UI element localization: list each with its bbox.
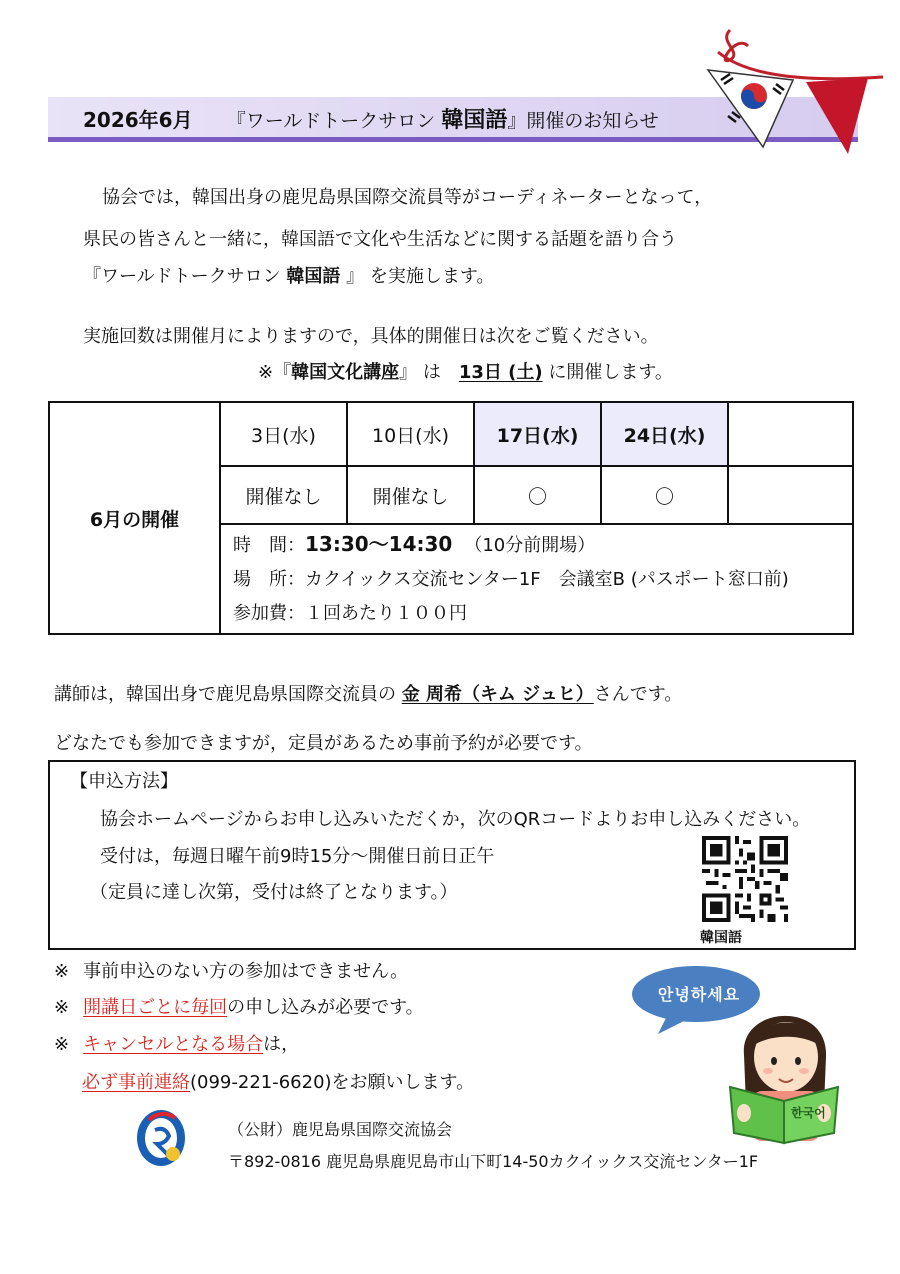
- culture-date: 13日 (土): [458, 362, 543, 383]
- apply-line-1: 協会ホームページからお申し込みいただくか，次のQRコードよりお申し込みください。: [100, 809, 811, 830]
- event-info: [220, 524, 853, 634]
- culture-mid: 』 は: [399, 362, 459, 383]
- korean-flag-bunting-icon: [688, 22, 888, 162]
- instructor-line: [54, 680, 682, 706]
- reservation-note: どなたでも参加できますが，定員があるため事前予約が必要です。: [54, 733, 593, 754]
- culture-lecture-note: [258, 358, 673, 384]
- speech-bubble-text: 안녕하세요: [657, 985, 741, 1004]
- note-3-post: は，: [263, 1034, 300, 1055]
- qr-code-icon[interactable]: [702, 836, 788, 922]
- apply-line-3: （定員に達し次第，受付は終了となります。）: [90, 882, 458, 903]
- book-label: 한국어: [791, 1106, 826, 1120]
- note-4-red: 必ず事前連絡: [82, 1072, 190, 1093]
- status-cell: 〇: [474, 466, 601, 524]
- note-1: [54, 957, 408, 983]
- status-cell: 開催なし: [220, 466, 347, 524]
- fee-row: [233, 597, 840, 631]
- culture-bold: 韓国文化講座: [291, 362, 400, 383]
- footer-org: （公財）鹿児島県国際交流協会: [228, 1120, 453, 1139]
- intro-line-3: [83, 262, 494, 288]
- qr-caption: 韓国語: [700, 930, 742, 946]
- date-cell: 17日(水): [474, 402, 601, 466]
- title-prefix: 『ワールドトークサロン: [226, 110, 436, 132]
- note-2-post: の申し込みが必要です。: [227, 997, 424, 1018]
- instructor-post: さんです。: [593, 684, 683, 705]
- status-cell: [728, 466, 853, 524]
- status-cell: 〇: [601, 466, 728, 524]
- footer-address: 〒892-0816 鹿児島県鹿児島市山下町14-50カクイックス交流センター1F: [228, 1152, 759, 1171]
- note-mark: ※: [54, 1034, 70, 1055]
- instructor-pre: 講師は，韓国出身で鹿児島県国際交流員の: [54, 684, 402, 705]
- date-cell: [728, 402, 853, 466]
- instructor-name: 金 周希（キム ジュヒ）: [401, 684, 594, 705]
- note-2: [54, 993, 424, 1019]
- note-4-post: (099-221-6620)をお願いします。: [190, 1072, 475, 1093]
- date-cell: 10日(水): [347, 402, 474, 466]
- intro-line-3-pre: 『ワールドトークサロン: [83, 266, 287, 287]
- fee-value: １回あたり１００円: [305, 603, 467, 624]
- intro-line-4: 実施回数は開催月によりますので，具体的開催日は次をご覧ください。: [83, 326, 659, 347]
- place-row: [233, 563, 840, 597]
- note-2-red: 開講日ごとに毎回: [83, 997, 228, 1018]
- title-year-month: 2026年6月: [83, 108, 193, 132]
- note-3: [54, 1030, 299, 1056]
- intro-line-3-bold: 韓国語: [286, 266, 341, 287]
- title-suffix: 』開催のお知らせ: [507, 110, 659, 132]
- association-logo-icon: [135, 1108, 187, 1168]
- apply-heading: 【申込方法】: [70, 771, 178, 792]
- culture-post: に開催します。: [542, 362, 673, 383]
- date-cell: 24日(水): [601, 402, 728, 466]
- time-row: [233, 527, 840, 563]
- status-cell: 開催なし: [347, 466, 474, 524]
- culture-pre: ※『: [258, 362, 292, 383]
- note-mark: ※: [54, 997, 70, 1018]
- month-label: 6月の開催: [49, 402, 220, 634]
- intro-line-3-post: 』 を実施します。: [340, 266, 495, 287]
- schedule-table: [48, 401, 854, 635]
- girl-reading-icon: [724, 995, 854, 1145]
- title-language: 韓国語: [441, 108, 508, 133]
- place-value: カクイックス交流センター1F 会議室B (パスポート窓口前): [305, 569, 789, 590]
- time-note: （10分前開場）: [464, 535, 596, 556]
- intro-line-1: 協会では，韓国出身の鹿児島県国際交流員等がコーディネーターとなって，: [102, 187, 713, 208]
- apply-line-2: 受付は，毎週日曜午前9時15分～開催日前日正午: [100, 846, 495, 867]
- time-value: 13:30～14:30: [305, 532, 453, 556]
- page-title: [83, 103, 659, 134]
- note-1-text: 事前申込のない方の参加はできません。: [83, 961, 409, 982]
- place-label: 場 所：: [233, 569, 305, 590]
- note-mark: ※: [54, 961, 70, 982]
- fee-label: 参加費：: [233, 603, 305, 624]
- note-3-red: キャンセルとなる場合: [83, 1034, 264, 1055]
- time-label: 時 間：: [233, 535, 305, 556]
- note-4: [82, 1068, 474, 1094]
- date-cell: 3日(水): [220, 402, 347, 466]
- intro-line-2: 県民の皆さんと一緒に，韓国語で文化や生活などに関する話題を語り合う: [83, 229, 677, 250]
